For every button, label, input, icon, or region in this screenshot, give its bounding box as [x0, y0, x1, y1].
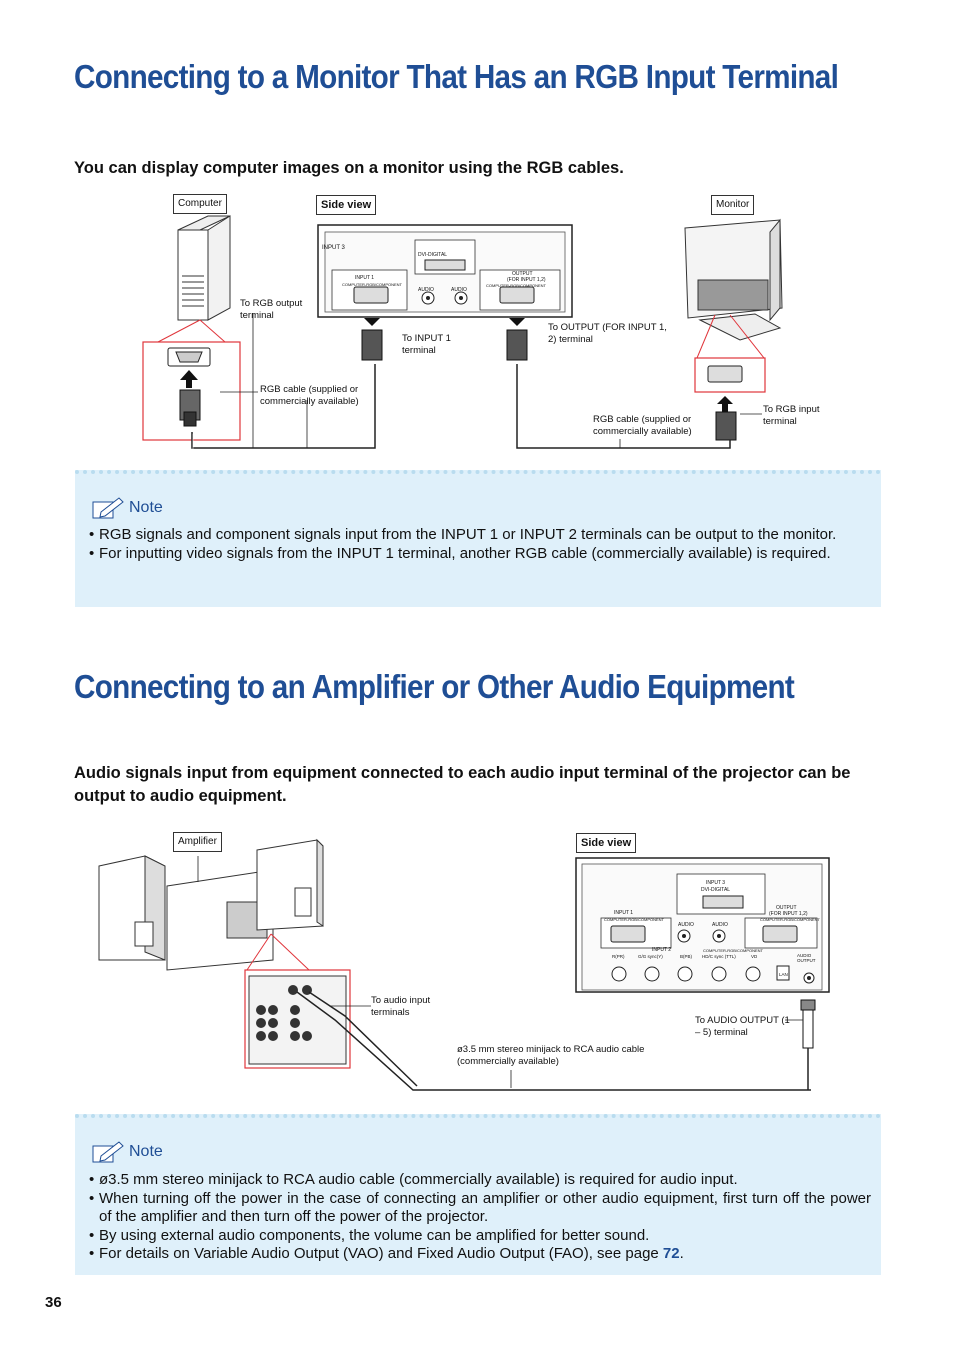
- note-box-2: [75, 1114, 881, 1275]
- panel2-b-label: B(PB): [680, 954, 693, 959]
- panel2-vd-label: VD: [751, 954, 758, 959]
- panel2-output-label: OUTPUT: [776, 905, 797, 911]
- rgb-diagram-drawing: [140, 190, 820, 460]
- panel2-input1-label: INPUT 1: [614, 910, 634, 916]
- vga-port-icon: [168, 348, 210, 366]
- panel-audio2-label: AUDIO: [451, 287, 467, 293]
- panel2-dvi-label: DVI-DIGITAL: [701, 887, 731, 893]
- vga-plug-icon: [180, 390, 200, 426]
- panel2-comp2-label: COMPUTER-RGB/COMPONENT: [760, 917, 820, 922]
- to-rgb-output-label: To RGB output terminal: [240, 298, 303, 321]
- monitor-label: Monitor: [711, 195, 754, 215]
- note2-item-4-suffix: .: [679, 1245, 684, 1262]
- panel-comp1-label: COMPUTER-RGB/COMPONENT: [342, 282, 402, 287]
- page-title-rgb: Connecting to a Monitor That Has an RGB Input Terminal: [74, 58, 839, 95]
- amplifier-icon: [99, 840, 323, 970]
- panel2-r-label: R(PR): [612, 954, 625, 959]
- note-heading-2: [91, 1140, 163, 1164]
- panel-dvi-label: DVI-DIGITAL: [418, 252, 448, 258]
- panel2-comp3-label: COMPUTER-RGB/COMPONENT: [703, 948, 763, 953]
- panel2-audio2-label: AUDIO: [712, 922, 728, 928]
- to-input1-label: To INPUT 1 terminal: [402, 333, 451, 356]
- panel-input1-label: INPUT 1: [355, 275, 375, 281]
- panel2-g-label: G/G sync(Y): [638, 954, 663, 959]
- note2-item-4-text: For details on Variable Audio Output (VAO) and Fixed Audio Output (FAO), see page: [99, 1245, 663, 1262]
- note2-item-1: • ø3.5 mm stereo minijack to RCA audio cable (commercially available) is required for audio input.: [89, 1171, 871, 1190]
- panel2-hd-label: HD/C sync (TTL): [702, 954, 736, 959]
- to-output-label: To OUTPUT (FOR INPUT 1, 2) terminal: [548, 322, 667, 345]
- note-word-2: Note: [129, 1143, 163, 1160]
- panel-input3-label: INPUT 3: [322, 245, 345, 251]
- page-number: 36: [45, 1294, 62, 1311]
- section2-lead: Audio signals input from equipment connected to each audio input terminal of the projector can be output to audio equipment.: [74, 764, 851, 805]
- note2-item-4: [89, 1245, 871, 1264]
- panel2-forinput-label: (FOR INPUT 1,2): [769, 911, 808, 917]
- to-audio-output-label: To AUDIO OUTPUT (1 – 5) terminal: [695, 1015, 790, 1038]
- rgb-cable-right-label: RGB cable (supplied or commercially available): [593, 414, 692, 437]
- panel2-lan-label: LAN: [779, 972, 788, 977]
- note2-item-3: • By using external audio components, the volume can be amplified for better sound.: [89, 1227, 871, 1246]
- section1-lead: You can display computer images on a monitor using the RGB cables.: [74, 159, 624, 177]
- note-box-1: [75, 470, 881, 607]
- note-word-1: Note: [129, 499, 163, 516]
- panel2-input3-label: INPUT 3: [706, 880, 726, 886]
- panel2-input2-label: INPUT 2: [652, 947, 672, 953]
- computer-icon: [178, 216, 230, 320]
- panel-audio1-label: AUDIO: [418, 287, 434, 293]
- panel-output-label: OUTPUT: [512, 271, 533, 277]
- page-title-audio: Connecting to an Amplifier or Other Audio Equipment: [74, 668, 795, 705]
- note1-item-1: • RGB signals and component signals input from the INPUT 1 or INPUT 2 terminals can be output to the monitor.: [89, 526, 871, 545]
- to-rgb-input-label: To RGB input terminal: [763, 404, 820, 427]
- note-heading-1: [91, 496, 163, 520]
- panel2-comp1-label: COMPUTER-RGB/COMPONENT: [604, 917, 664, 922]
- note2-item-2: • When turning off the power in the case of connecting an amplifier or other audio equipment, first turn off the power of the amplifier and then turn off the power of the projector.: [89, 1190, 871, 1227]
- to-audio-input-label: To audio input terminals: [371, 995, 431, 1018]
- amplifier-label: Amplifier: [173, 832, 222, 852]
- monitor-icon: [685, 220, 782, 340]
- rgb-cable-left-label: RGB cable (supplied or commercially available): [260, 384, 359, 407]
- computer-label: Computer: [173, 194, 227, 214]
- page-72-link[interactable]: 72: [662, 1245, 680, 1262]
- panel-forinput-label: (FOR INPUT 1,2): [507, 277, 546, 283]
- minijack-cable-label: ø3.5 mm stereo minijack to RCA audio cable (commercially available): [457, 1044, 645, 1067]
- side-view-label-2: Side view: [576, 833, 636, 853]
- note-pencil-icon: [91, 1140, 125, 1164]
- note-pencil-icon: [91, 496, 125, 520]
- side-view-label: Side view: [316, 195, 376, 215]
- panel-comp2-label: COMPUTER-RGB/COMPONENT: [486, 283, 546, 288]
- panel2-audio-out-label: AUDIO OUTPUT: [797, 953, 816, 963]
- note1-item-2: • For inputting video signals from the INPUT 1 terminal, another RGB cable (commercially available) is required.: [89, 545, 871, 564]
- panel2-audio1-label: AUDIO: [678, 922, 694, 928]
